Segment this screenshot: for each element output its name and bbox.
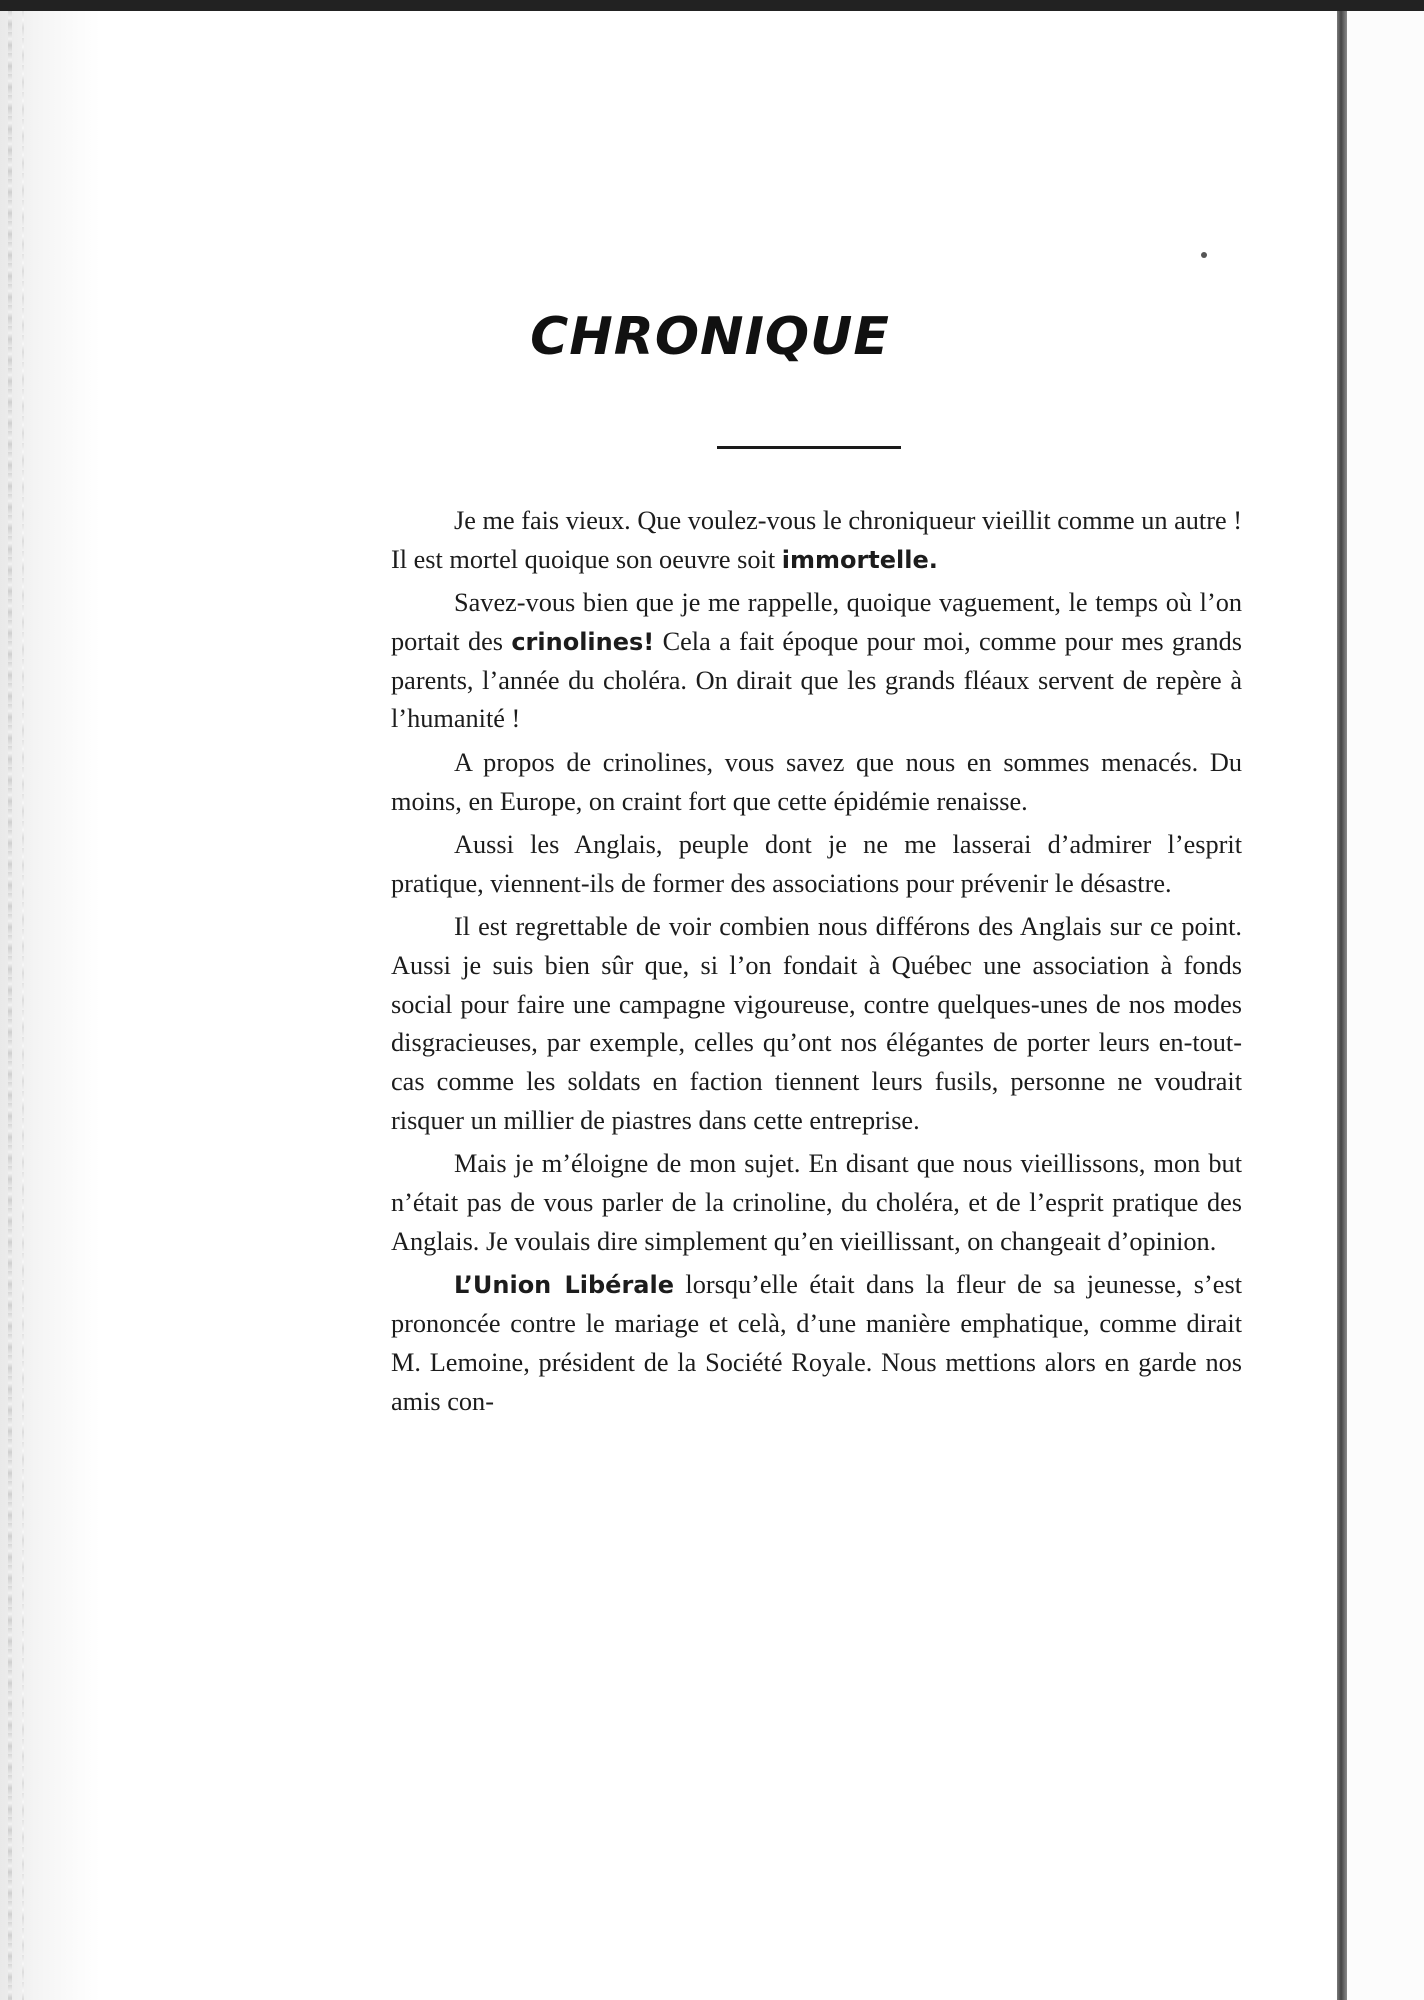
article-body: [391, 502, 1242, 1426]
title-rule-divider: [717, 446, 901, 449]
scan-speck: [1201, 252, 1207, 258]
paragraph-text: lorsqu’elle était dans la fleur de sa jeunesse, s’est prononcée contre le mariage et celà, d’une manière emphatique, comme dirait M. Lemoine, président de la Société Royale. Nous mettions alors en garde nos amis con-: [391, 1270, 1243, 1416]
page-left-edge-streak: [22, 11, 24, 2000]
paragraph-text: Cela a fait époque pour moi, comme pour mes grands parents, l’année du choléra. On dirait que les grands fléaux servent de repère à l’humanité !: [391, 626, 1242, 734]
paragraph: [391, 826, 1242, 904]
paragraph-text: Il est regrettable de voir combien nous différons des Anglais sur ce point. Aussi je suis bien sûr que, si l’on fondait à Québec une association à fonds social pour faire une campagne vigoureuse, contre quelques-unes de nos modes disgracieuses, par exemple, celles qu’ont nos élégantes de porter leurs en-tout-cas comme les soldats en faction tiennent leurs fusils, personne ne voudrait risquer un millier de piastres dans cette entreprise.: [391, 911, 1242, 1135]
paragraph: [391, 502, 1242, 580]
page-title: CHRONIQUE: [530, 307, 890, 367]
paragraph-text: Je me fais vieux. Que voulez-vous le chroniqueur vieillit comme un autre ! Il est mortel quoique son oeuvre soit: [391, 506, 1242, 574]
paragraph: [391, 584, 1242, 739]
paragraph: [391, 908, 1242, 1141]
bold-word: L’Union Libérale: [454, 1271, 674, 1300]
page-left-edge-shadow: [0, 11, 100, 2000]
page-left-edge-streak: [8, 11, 12, 2000]
paragraph: [391, 1145, 1242, 1261]
bold-word: immortelle.: [781, 545, 938, 574]
next-page-margin: [1347, 11, 1424, 2000]
paragraph-text: Aussi les Anglais, peuple dont je ne me lasserai d’admirer l’esprit pratique, viennent-ils de former des associations pour prévenir le désastre.: [391, 829, 1242, 898]
paragraph-text: A propos de crinolines, vous savez que nous en sommes menacés. Du moins, en Europe, on craint fort que cette épidémie renaisse.: [391, 747, 1242, 816]
paragraph: [391, 744, 1242, 822]
bold-word: crinolines!: [511, 627, 655, 656]
paragraph-text: Savez-vous bien que je me rappelle, quoique vaguement, le temps où l’on portait des: [391, 588, 1242, 656]
page-right-edge: [1337, 11, 1347, 2000]
scan-top-border: [0, 0, 1424, 11]
paragraph-text: Mais je m’éloigne de mon sujet. En disant que nous vieillissons, mon but n’était pas de vous parler de la crinoline, du choléra, et de l’esprit pratique des Anglais. Je voulais dire simplement qu’en vieillissant, on changeait d’opinion.: [391, 1149, 1242, 1256]
paragraph: [391, 1266, 1242, 1421]
